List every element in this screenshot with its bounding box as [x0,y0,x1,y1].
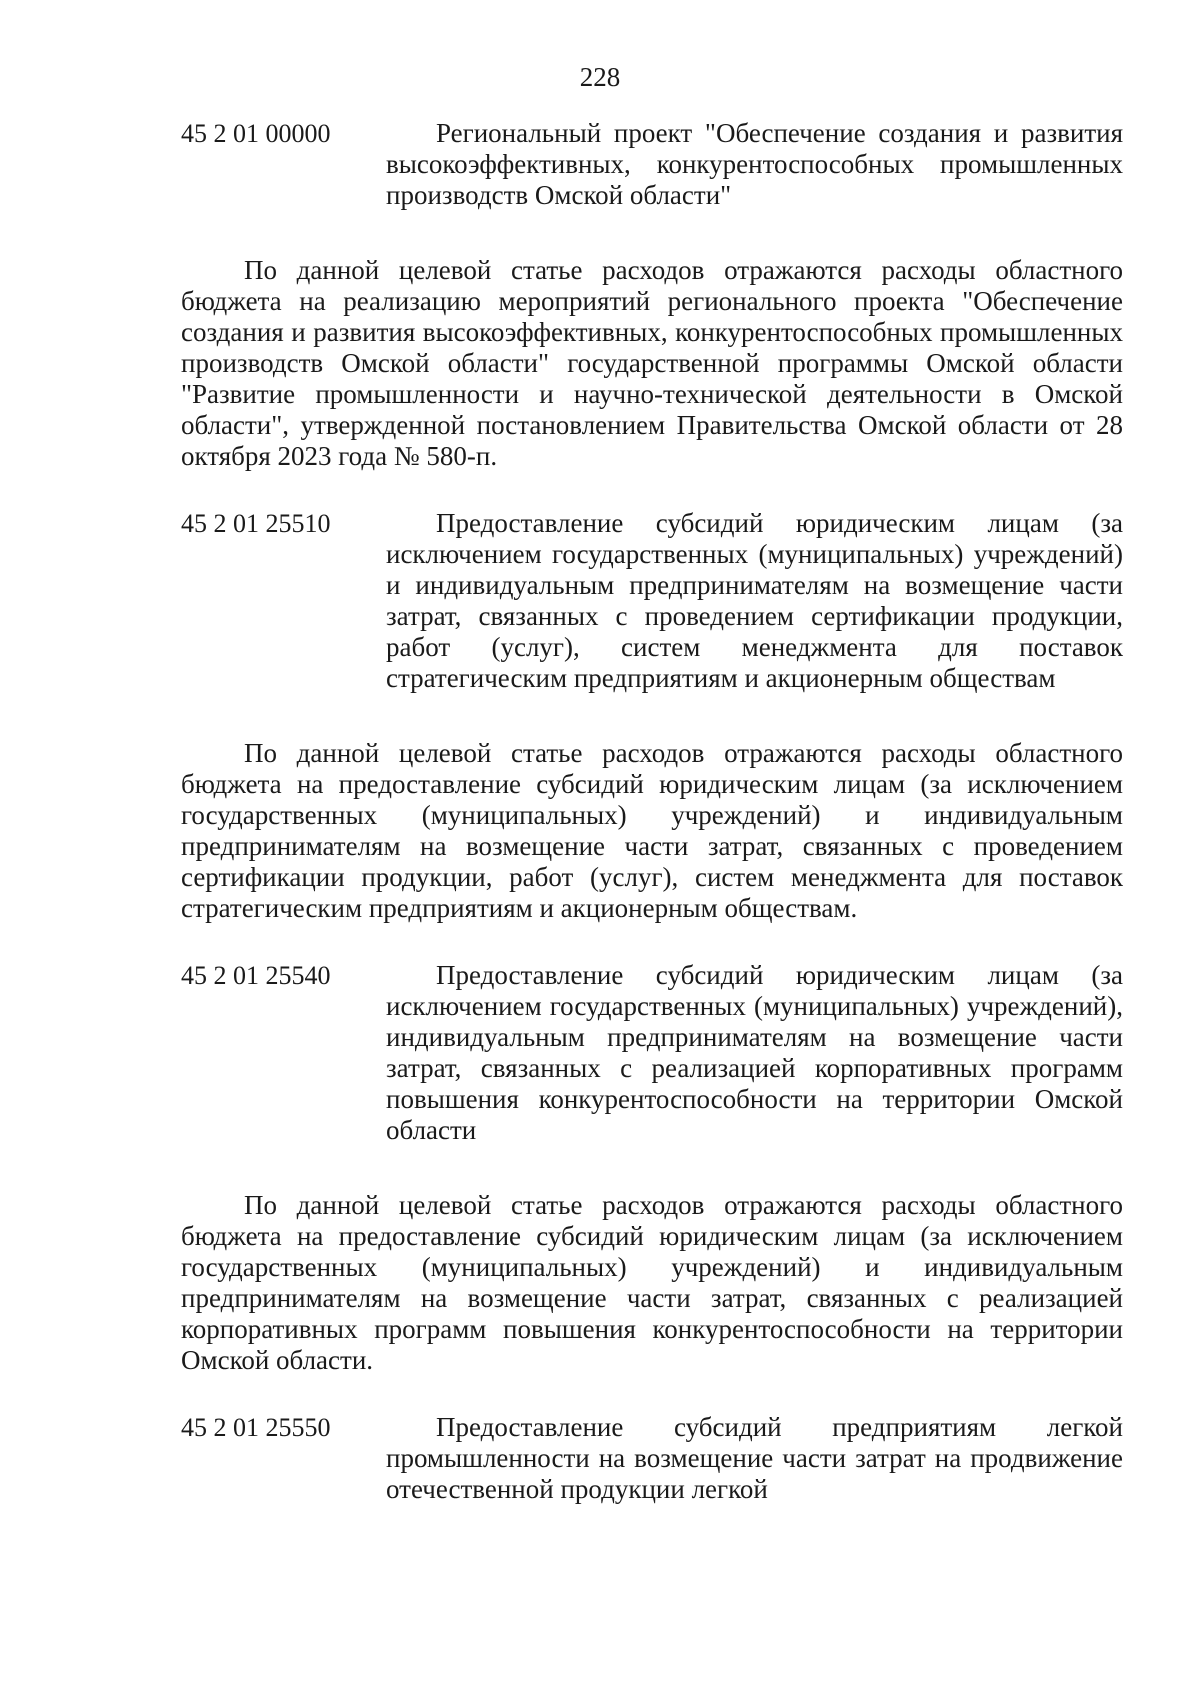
budget-entry-description: По данной целевой статье расходов отражаются расходы областного бюджета на предоставление субсидий юридическим лицам (за исключением государственных (муниципальных) учреждений) и индивидуальным предпринимателям на возмещение части затрат, связанных с реализацией корпоративных программ повышения конкурентоспособности на территории Омской области. [181,1190,1123,1375]
budget-code: 45 2 01 25510 [181,509,331,538]
budget-entry-45-2-01-25510 [181,508,1123,694]
budget-code: 45 2 01 25540 [181,961,331,990]
budget-entry-title: Предоставление субсидий юридическим лицам (за исключением государственных (муниципальных) учреждений) и индивидуальным предпринимателям на возмещение части затрат, связанных с проведением сертификации продукции, работ (услуг), систем менеджмента для поставок стратегическим предприятиям и акционерным обществам [386,508,1123,693]
budget-entry-45-2-01-25540 [181,960,1123,1146]
budget-entry-title: Региональный проект "Обеспечение создания и развития высокоэффективных, конкурентоспособных промышленных производств Омской области" [386,118,1123,210]
budget-entry-45-2-01-00000 [181,118,1123,211]
budget-entry-description: По данной целевой статье расходов отражаются расходы областного бюджета на предоставление субсидий юридическим лицам (за исключением государственных (муниципальных) учреждений) и индивидуальным предпринимателям на возмещение части затрат, связанных с проведением сертификации продукции, работ (услуг), систем менеджмента для поставок стратегическим предприятиям и акционерным обществам. [181,738,1123,923]
page-number: 228 [579,62,621,92]
budget-code: 45 2 01 25550 [181,1413,331,1442]
budget-entry-title: Предоставление субсидий предприятиям легкой промышленности на возмещение части затрат на продвижение отечественной продукции легкой [386,1412,1123,1504]
document-body [181,118,1123,1505]
budget-code: 45 2 01 00000 [181,119,331,148]
budget-entry-45-2-01-25550 [181,1412,1123,1505]
budget-entry-title: Предоставление субсидий юридическим лицам (за исключением государственных (муниципальных) учреждений), индивидуальным предпринимателям на возмещение части затрат, связанных с реализацией корпоративных программ повышения конкурентоспособности на территории Омской области [386,960,1123,1145]
budget-entry-description: По данной целевой статье расходов отражаются расходы областного бюджета на реализацию мероприятий регионального проекта "Обеспечение создания и развития высокоэффективных, конкурентоспособных промышленных производств Омской области" государственной программы Омской области "Развитие промышленности и научно-технической деятельности в Омской области", утвержденной постановлением Правительства Омской области от 28 октября 2023 года № 580-п. [181,255,1123,471]
